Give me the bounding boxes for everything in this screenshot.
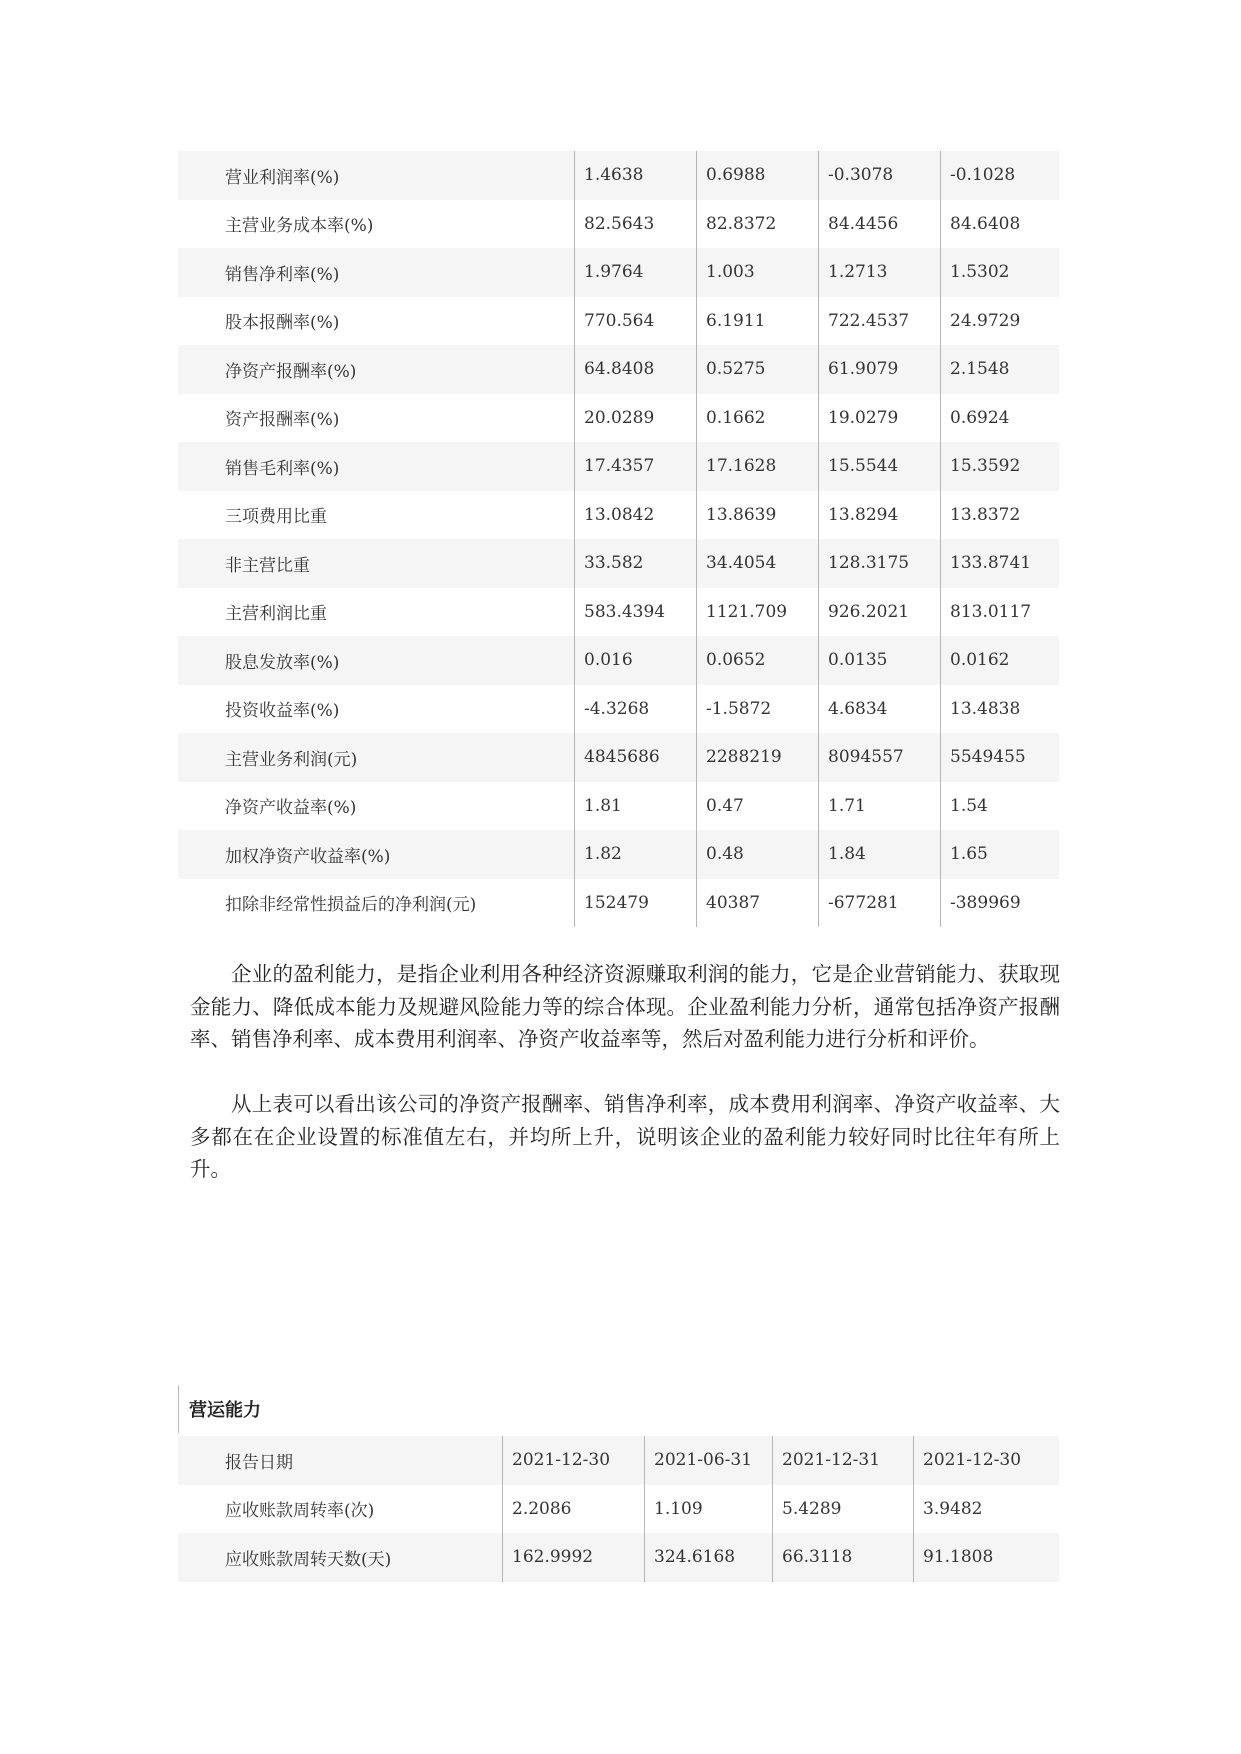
table-cell: 84.4456	[818, 200, 940, 249]
table-cell: 0.1662	[696, 394, 818, 443]
row-label: 资产报酬率(%)	[225, 410, 340, 431]
table-row	[178, 394, 1059, 443]
row-label: 销售毛利率(%)	[225, 458, 340, 479]
row-label: 股息发放率(%)	[225, 652, 340, 673]
row-label: 非主营比重	[225, 555, 310, 576]
table-cell: 0.6988	[696, 151, 818, 200]
table-cell: 8094557	[818, 733, 940, 782]
table-cell: 17.1628	[696, 442, 818, 491]
table-row	[178, 588, 1059, 637]
table-row	[178, 345, 1059, 394]
table-cell: 2021-12-30	[913, 1436, 1059, 1485]
row-label: 股本报酬率(%)	[225, 313, 340, 334]
table-cell: 1.5302	[940, 248, 1059, 297]
table-cell: 1.65	[940, 830, 1059, 879]
table-cell: 0.47	[696, 782, 818, 831]
table-cell: 4.6834	[818, 685, 940, 734]
table-cell: 3.9482	[913, 1485, 1059, 1534]
table-row	[178, 1533, 1059, 1582]
table-cell: 15.3592	[940, 442, 1059, 491]
table-cell: -0.3078	[818, 151, 940, 200]
table-cell: 2288219	[696, 733, 818, 782]
table-cell: 1.4638	[574, 151, 696, 200]
row-label: 应收账款周转率(次)	[225, 1501, 375, 1522]
table-cell: 91.1808	[913, 1533, 1059, 1582]
row-label: 扣除非经常性损益后的净利润(元)	[225, 895, 477, 916]
table-cell: 15.5544	[818, 442, 940, 491]
table-cell: 6.1911	[696, 297, 818, 346]
row-label: 净资产收益率(%)	[225, 798, 357, 819]
table-row	[178, 200, 1059, 249]
table-cell: 1.71	[818, 782, 940, 831]
table-cell: 13.8639	[696, 491, 818, 540]
table-cell: 82.8372	[696, 200, 818, 249]
table-cell: 66.3118	[772, 1533, 913, 1582]
table-cell: 1.54	[940, 782, 1059, 831]
table-cell: 152479	[574, 879, 696, 928]
table-cell: 19.0279	[818, 394, 940, 443]
table-cell: 5549455	[940, 733, 1059, 782]
table-cell: 13.8372	[940, 491, 1059, 540]
table-cell: 162.9992	[502, 1533, 644, 1582]
table-cell: 0.0652	[696, 636, 818, 685]
table-header-row	[178, 1436, 1059, 1485]
table-cell: 926.2021	[818, 588, 940, 637]
table-cell: -4.3268	[574, 685, 696, 734]
table-cell: 64.8408	[574, 345, 696, 394]
table-cell: 1.9764	[574, 248, 696, 297]
section-title: 营运能力	[178, 1385, 389, 1433]
table-cell: 2.1548	[940, 345, 1059, 394]
table-row	[178, 442, 1059, 491]
table-cell: 0.6924	[940, 394, 1059, 443]
table-cell: 1.003	[696, 248, 818, 297]
table-cell: 1.82	[574, 830, 696, 879]
conclusion-paragraph: 从上表可以看出该公司的净资产报酬率、销售净利率，成本费用利润率、净资产收益率、大多都在在企业设置的标准值左右，并均所上升，说明该企业的盈利能力较好同时比往年有所上升。	[190, 1092, 1060, 1181]
row-label: 主营业务成本率(%)	[225, 216, 374, 237]
table-cell: 813.0117	[940, 588, 1059, 637]
table-row	[178, 1485, 1059, 1534]
table-cell: 2021-12-30	[502, 1436, 644, 1485]
table-cell: 1.81	[574, 782, 696, 831]
table-cell: 4845686	[574, 733, 696, 782]
table-cell: 84.6408	[940, 200, 1059, 249]
table-cell: 40387	[696, 879, 818, 928]
table-cell: -0.1028	[940, 151, 1059, 200]
table-cell: 1.109	[644, 1485, 772, 1534]
table-cell: 0.0162	[940, 636, 1059, 685]
table-row	[178, 830, 1059, 879]
table-row	[178, 685, 1059, 734]
analysis-paragraph: 企业的盈利能力，是指企业利用各种经济资源赚取利润的能力，它是企业营销能力、获取现金能力、降低成本能力及规避风险能力等的综合体现。企业盈利能力分析，通常包括净资产报酬率、销售净利率、成本费用利润率、净资产收益率等，然后对盈利能力进行分析和评价。	[190, 962, 1060, 1051]
table-cell: 2.2086	[502, 1485, 644, 1534]
table-cell: -677281	[818, 879, 940, 928]
row-label: 销售净利率(%)	[225, 264, 340, 285]
table-cell: 0.48	[696, 830, 818, 879]
row-label: 主营利润比重	[225, 604, 327, 625]
table-row	[178, 151, 1059, 200]
table-cell: -1.5872	[696, 685, 818, 734]
table-cell: -389969	[940, 879, 1059, 928]
table-cell: 13.0842	[574, 491, 696, 540]
table-row	[178, 248, 1059, 297]
table-row	[178, 782, 1059, 831]
row-label: 加权净资产收益率(%)	[225, 846, 391, 867]
profitability-table	[178, 151, 1059, 927]
row-label: 净资产报酬率(%)	[225, 361, 357, 382]
table-cell: 0.5275	[696, 345, 818, 394]
table-cell: 13.4838	[940, 685, 1059, 734]
table-cell: 82.5643	[574, 200, 696, 249]
row-label: 营业利润率(%)	[225, 167, 340, 188]
row-label: 报告日期	[225, 1452, 293, 1473]
table-row	[178, 636, 1059, 685]
table-cell: 1121.709	[696, 588, 818, 637]
row-label: 三项费用比重	[225, 507, 327, 528]
table-row	[178, 539, 1059, 588]
table-cell: 770.564	[574, 297, 696, 346]
table-cell: 1.2713	[818, 248, 940, 297]
table-cell: 61.9079	[818, 345, 940, 394]
table-cell: 33.582	[574, 539, 696, 588]
table-cell: 0.0135	[818, 636, 940, 685]
row-label: 应收账款周转天数(天)	[225, 1549, 392, 1570]
table-cell: 0.016	[574, 636, 696, 685]
table-cell: 5.4289	[772, 1485, 913, 1534]
table-cell: 722.4537	[818, 297, 940, 346]
table-cell: 20.0289	[574, 394, 696, 443]
table-cell: 13.8294	[818, 491, 940, 540]
table-cell: 24.9729	[940, 297, 1059, 346]
table-cell: 128.3175	[818, 539, 940, 588]
table-cell: 133.8741	[940, 539, 1059, 588]
table-cell: 583.4394	[574, 588, 696, 637]
row-label: 投资收益率(%)	[225, 701, 340, 722]
operating-table	[178, 1436, 1059, 1582]
table-cell: 2021-06-31	[644, 1436, 772, 1485]
table-row	[178, 297, 1059, 346]
table-row	[178, 879, 1059, 928]
table-row	[178, 733, 1059, 782]
table-cell: 17.4357	[574, 442, 696, 491]
table-cell: 2021-12-31	[772, 1436, 913, 1485]
table-cell: 34.4054	[696, 539, 818, 588]
table-cell: 1.84	[818, 830, 940, 879]
row-label: 主营业务利润(元)	[225, 749, 358, 770]
table-cell: 324.6168	[644, 1533, 772, 1582]
table-row	[178, 491, 1059, 540]
